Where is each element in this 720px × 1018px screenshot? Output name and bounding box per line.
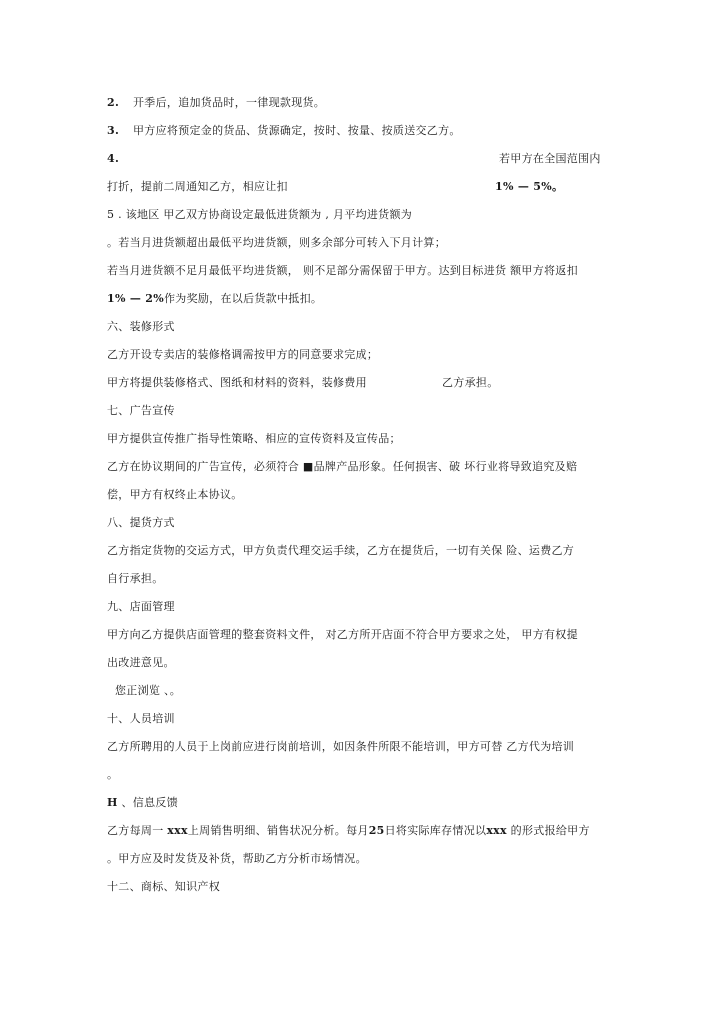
section-7-text-1: 甲方提供宣传推广指导性策略、相应的宣传资料及宣传品； (107, 432, 401, 445)
clause-number: 2. (107, 96, 120, 109)
section-7-text-2: 乙方在协议期间的广告宣传，必须符合 ■品牌产品形象。任何损害、破 坏行业将导致追究及赔 (107, 460, 578, 473)
section-heading-9: 九、店面管理 (107, 600, 175, 613)
section-heading-12: 十二、商标、知识产权 (107, 880, 220, 893)
clause-number: 3. (107, 124, 120, 137)
clause-text: 开季后，追加货品时，一律现款现货。 (133, 96, 326, 109)
section-heading-10: 十、人员培训 (107, 712, 175, 725)
section-9-text-1: 甲方向乙方提供店面管理的整套资料文件， 对乙方所开店面不符合甲方要求之处， 甲方有权提 (107, 628, 578, 641)
day-number: 25 (368, 824, 385, 837)
section-heading-11 (107, 796, 178, 810)
clause-5-shortfall: 若当月进货额不足月最低平均进货额， 则不足部分需保留于甲方。达到目标进货 额甲方将返扣 (107, 264, 578, 277)
discount-range: 1% — 5%。 (495, 180, 564, 193)
rebate-range: 1% — 2% (107, 292, 164, 305)
section-heading-8: 八、提货方式 (107, 516, 175, 529)
browsing-notice: 您正浏览 、。 (115, 684, 182, 697)
section-11-text-2: 。甲方应及时发货及补货，帮助乙方分析市场情况。 (107, 852, 367, 865)
clause-text: 作为奖励，在以后货款中抵扣。 (163, 292, 323, 305)
section-number: H (107, 796, 118, 809)
section-heading-7: 七、广告宣传 (107, 404, 175, 417)
section-11-text-1 (107, 824, 590, 838)
clause-2 (107, 96, 326, 110)
section-8-text-2: 自行承担。 (107, 572, 164, 585)
clause-text-right: 若甲方在全国范围内 (499, 152, 601, 165)
section-6-text-2 (107, 376, 507, 390)
clause-3 (107, 124, 461, 138)
placeholder-xxx: xxx (486, 824, 507, 837)
text-segment: 乙方每周一 (107, 824, 168, 837)
section-title: 、信息反馈 (117, 796, 178, 809)
clause-text-right: 乙方承担。 (442, 376, 499, 389)
section-7-text-3: 偿，甲方有权终止本协议。 (107, 488, 243, 501)
section-9-text-2: 出改进意见。 (107, 656, 175, 669)
clause-5: 5 . 该地区 甲乙双方协商设定最低进货额为 , 月平均进货额为 (107, 208, 413, 221)
section-10-text-1: 乙方所聘用的人员于上岗前应进行岗前培训，如因条件所限不能培训，甲方可替 乙方代为培训 (107, 740, 575, 753)
clause-5-rebate (107, 292, 322, 306)
text-segment: 的形式报给甲方 (506, 824, 590, 837)
placeholder-xxx: xxx (167, 824, 188, 837)
clause-text: 打折，提前二周通知乙方，相应让扣 (107, 180, 288, 193)
section-heading-6: 六、装修形式 (107, 320, 175, 333)
text-segment: 上周销售明细、销售状况分析。每月 (187, 824, 369, 837)
clause-text: 甲方将提供装修格式、图纸和材料的资料，装修费用 (107, 376, 367, 389)
section-8-text-1: 乙方指定货物的交运方式，甲方负责代理交运手续，乙方在提货后，一切有关保 险、运费乙方 (107, 544, 575, 557)
clause-text: 甲方应将预定金的货品、货源确定，按时、按量、按质送交乙方。 (133, 124, 461, 137)
section-6-text-1: 乙方开设专卖店的装修格调需按甲方的同意要求完成； (107, 348, 379, 361)
clause-5-continued: 。若当月进货额超出最低平均进货额，则多余部分可转入下月计算； (107, 236, 446, 249)
clause-number: 4. (107, 152, 120, 165)
section-10-text-2: 。 (107, 768, 119, 781)
clause-4-continued (107, 180, 617, 194)
text-segment: 日将实际库存情况以 (384, 824, 487, 837)
clause-4 (107, 152, 617, 166)
